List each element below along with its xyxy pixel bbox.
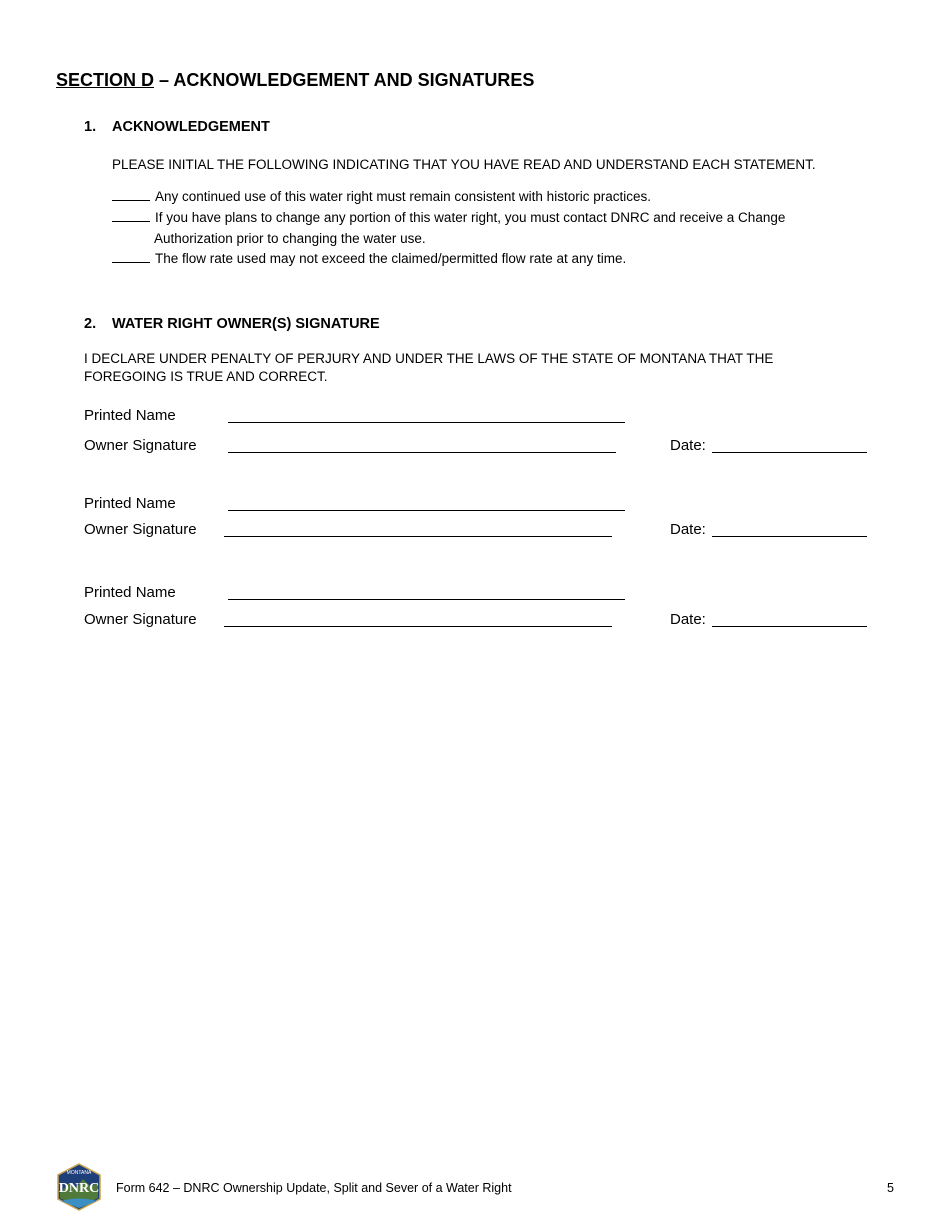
ack-item-3-text: The flow rate used may not exceed the claimed/permitted flow rate at any time. [155,251,627,266]
printed-name-line-1[interactable] [228,422,625,423]
printed-name-label-3: Printed Name [84,584,176,601]
owner-signature-line-1[interactable] [228,452,616,453]
ack-item-1-text: Any continued use of this water right must remain consistent with historic practices. [155,189,651,204]
sig-heading [84,316,380,332]
printed-name-label-2: Printed Name [84,495,176,512]
date-line-1[interactable] [712,452,867,453]
dnrc-logo-graphic [55,1163,103,1211]
ack-item-2-continued: Authorization prior to changing the water use. [154,231,426,246]
printed-name-label-1: Printed Name [84,407,176,424]
section-title [56,70,534,91]
declaration-line-2: FOREGOING IS TRUE AND CORRECT. [84,369,328,384]
ack-instruction: PLEASE INITIAL THE FOLLOWING INDICATING THAT YOU HAVE READ AND UNDERSTAND EACH STATEMENT. [112,157,816,172]
owner-signature-label-1: Owner Signature [84,437,197,454]
ack-heading [84,119,270,135]
ack-item-1 [112,189,651,204]
date-label-2: Date: [670,521,706,538]
ack-number: 1. [84,119,97,135]
logo-subtext: MONTANA [66,1170,92,1176]
printed-name-line-2[interactable] [228,510,625,511]
date-line-2[interactable] [712,536,867,537]
owner-signature-line-2[interactable] [224,536,612,537]
ack-item-2 [112,210,785,225]
ack-item-2-text: If you have plans to change any portion of this water right, you must contact DNRC and receive a Change [155,210,786,225]
initial-blank-1[interactable] [112,189,150,201]
initial-blank-2[interactable] [112,210,150,222]
section-title-prefix: SECTION D [56,70,155,90]
owner-signature-label-2: Owner Signature [84,521,197,538]
initial-blank-3[interactable] [112,251,150,263]
sig-heading-text: WATER RIGHT OWNER(S) SIGNATURE [112,316,380,332]
declaration-line-1: I DECLARE UNDER PENALTY OF PERJURY AND UNDER THE LAWS OF THE STATE OF MONTANA THAT THE [84,351,774,366]
section-title-rest: – ACKNOWLEDGEMENT AND SIGNATURES [154,70,535,90]
date-label-1: Date: [670,437,706,454]
owner-signature-label-3: Owner Signature [84,611,197,628]
page-number: 5 [887,1181,894,1195]
ack-item-3 [112,251,626,266]
date-line-3[interactable] [712,626,867,627]
date-label-3: Date: [670,611,706,628]
sig-number: 2. [84,316,97,332]
footer-form-title: Form 642 – DNRC Ownership Update, Split and Sever of a Water Right [116,1181,512,1195]
printed-name-line-3[interactable] [228,599,625,600]
ack-heading-text: ACKNOWLEDGEMENT [112,119,270,135]
dnrc-logo [55,1163,103,1211]
owner-signature-line-3[interactable] [224,626,612,627]
logo-text: DNRC [58,1181,100,1196]
